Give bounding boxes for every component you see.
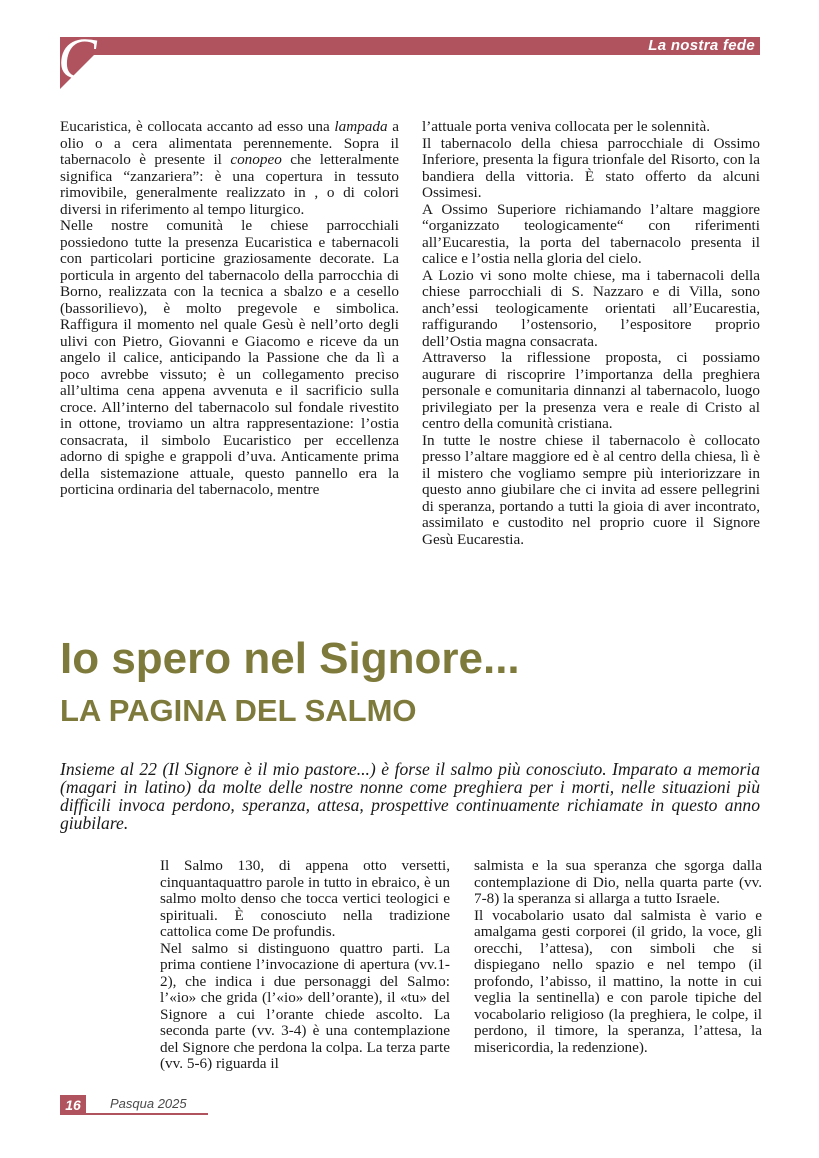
- psalm-intro: Insieme al 22 (Il Signore è il mio pastore...) è forse il salmo più conosciuto. Imparato a memoria (magari in latino) da molte delle nostre nonne come preghiera per i morti, nelle situazioni più difficili invoca perdono, speranza, attesa, prospettive continuamente richiamate in questo anno giubilare.: [60, 759, 760, 833]
- italic-term: conopeo: [230, 151, 282, 168]
- page-number: 16: [65, 1097, 81, 1113]
- section-initial: C: [58, 26, 97, 91]
- article-column-1: [60, 119, 399, 499]
- article-paragraph: Eucaristica, è collocata accanto ad esso una lampada a olio o a cera alimentata perennemente. Sopra il tabernacolo è presente il conopeo che letteralmente significa “zanzariera”: è una copertura in tessuto rimovibile, generalmente realizzato in , o di colori diversi in riferimento al tempo liturgico.: [60, 118, 399, 218]
- article-paragraph: Nelle nostre comunità le chiese parrocchiali possiedono tutte la presenza Eucaristica e tabernacoli con particolari porticine graziosamente decorate. La porticula in argento del tabernacolo della parrocchia di Borno, realizzata con la tecnica a sbalzo e a cesello (bassorilievo), è molto pregevole e simbolica. Raffigura il momento nel quale Gesù è nell’orto degli ulivi con Pietro, Giovanni e Giacomo e riceve da un angelo il calice, anticipando la Passione che da lì a poco avrebbe vissuto; è un collegamento preciso all’ultima cena appena avvenuta e il sacrificio sulla croce. All’interno del tabernacolo sul fondale rivestito in ottone, troviamo un altra rappresentazione: l’ostia consacrata, il simbolo Eucaristico per eccellenza adorno di spighe e grappoli d’uva. Anticamente prima della sistemazione attuale, questo pannello era la porticina ordinaria del tabernacolo, mentre: [60, 217, 399, 498]
- psalm-paragraph: Il vocabolario usato dal salmista è vario e amalgama gesti corporei (il grido, la voce, gli orecchi, l’attesa), con simboli che si dispiegano nello spazio e nel tempo (il profondo, l’abisso, il mattino, la notte in cui veglia la sentinella) e con parole tipiche del vocabolario religioso (la preghiera, le colpe, il perdono, il timore, la speranza, l’attesa, la misericordia, la redenzione).: [474, 906, 762, 1056]
- psalm-column-2: [474, 858, 762, 1056]
- footer-rule: [86, 1113, 208, 1115]
- article-paragraph: In tutte le nostre chiese il tabernacolo è collocato presso l’altare maggiore ed è al centro della chiesa, lì è il mistero che vogliamo sempre più interiorizzare in questo anno giubilare che ci invita ad essere pellegrini di speranza, portando a tutti la gioia di aver incontrato, assimilato e custodito nel proprio cuore il Signore Gesù Eucarestia.: [422, 431, 760, 548]
- issue-label: Pasqua 2025: [110, 1096, 187, 1111]
- psalm-paragraph: Il Salmo 130, di appena otto versetti, cinquantaquattro parole in tutto in ebraico, è un salmo molto denso che tocca vertici teologici e spirituali. È conosciuto nella tradizione cattolica come De profundis.: [160, 857, 450, 940]
- article-column-2: [422, 119, 760, 548]
- article-paragraph: A Lozio vi sono molte chiese, ma i tabernacoli della chiese parrocchiali di S. Nazzaro e di Villa, sono anch’essi teologicamente orientati all’Eucarestia, raffigurando l’ostensorio, l’espositore proprio dell’Ostia magna consacrata.: [422, 266, 760, 350]
- psalm-paragraph: Nel salmo si distinguono quattro parti. La prima contiene l’invocazione di apertura (vv.1-2), che indica i due personaggi del Salmo: l’«io» che grida (l’«io» dell’orante), il «tu» del Signore a cui l’orante chiede ascolto. La seconda parte (vv. 3-4) è una contemplazione del Signore che perdona la colpa. La terza parte (vv. 5-6) riguarda il: [160, 939, 450, 1072]
- article-paragraph: Attraverso la riflessione proposta, ci possiamo augurare di riscoprire l’importanza della preghiera personale e comunitaria dinnanzi al tabernacolo, luogo privilegiato per la presenza vera e reale di Cristo al centro della comunità cristiana.: [422, 349, 760, 432]
- italic-term: lampada: [334, 118, 388, 135]
- article-paragraph: Il tabernacolo della chiesa parrocchiale di Ossimo Inferiore, presenta la figura trionfale del Risorto, con la bandiera della vittoria. È stato offerto da alcuni Ossimesi.: [422, 134, 760, 201]
- psalm-title: Io spero nel Signore...: [60, 634, 520, 683]
- article-paragraph: l’attuale porta veniva collocata per le solennità.: [422, 118, 711, 135]
- psalm-column-1: [160, 858, 450, 1073]
- psalm-paragraph: salmista e la sua speranza che sgorga dalla contemplazione di Dio, nella quarta parte (vv. 7-8) la speranza si allarga a tutto Israele.: [474, 857, 762, 907]
- psalm-subtitle: LA PAGINA DEL SALMO: [60, 693, 417, 728]
- article-paragraph: A Ossimo Superiore richiamando l’altare maggiore “organizzato teologicamente“ con riferimenti all’Eucarestia, la porta del tabernacolo presenta il calice e l’ostia nella gloria del cielo.: [422, 200, 760, 267]
- section-title: La nostra fede: [648, 37, 755, 54]
